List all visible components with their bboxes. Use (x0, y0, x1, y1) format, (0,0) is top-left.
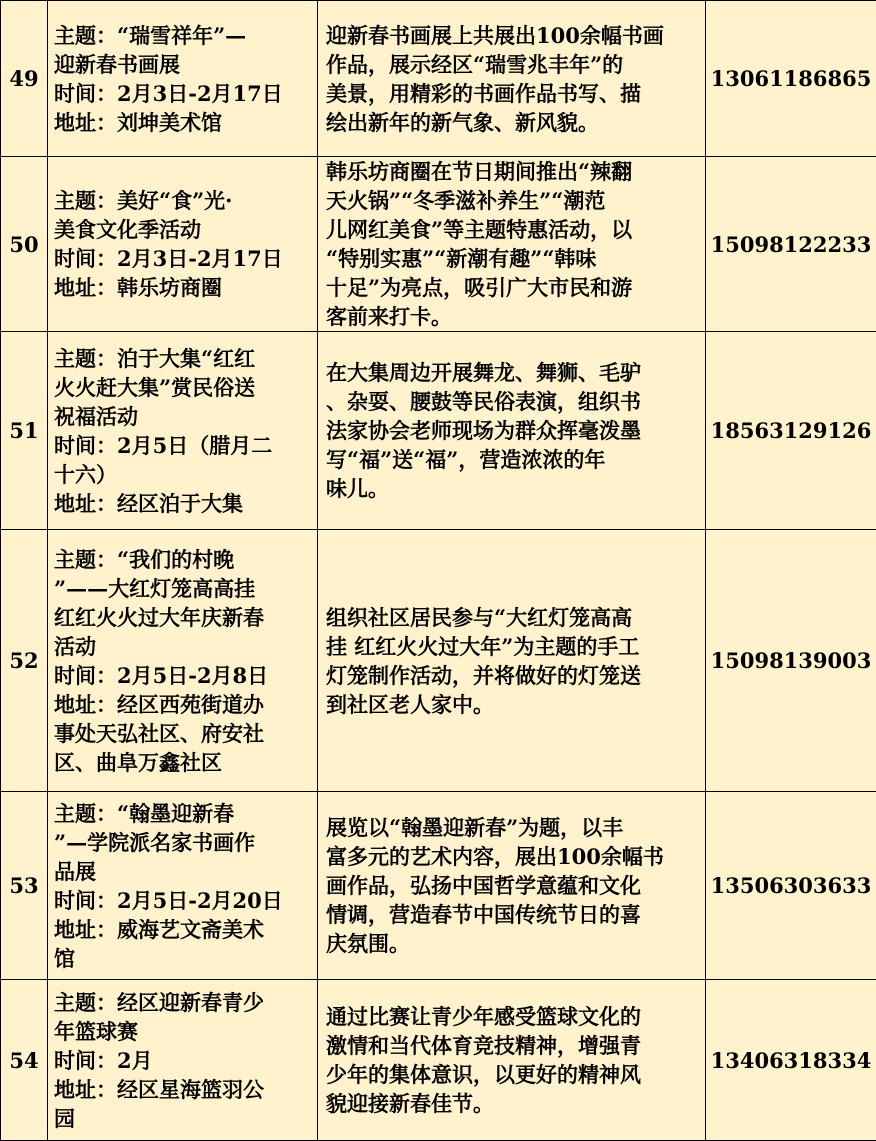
desc-line: 情调，营造春节中国传统节日的喜 (326, 900, 697, 929)
info-line: 主题：泊于大集“红红 (54, 344, 311, 373)
contact-phone: 18563129126 (706, 332, 876, 530)
contact-phone: 13506303633 (706, 792, 876, 980)
desc-line: 写“福”送“福”，营造浓浓的年 (326, 445, 697, 474)
desc-line: 画作品，弘扬中国哲学意蕴和文化 (326, 871, 697, 900)
desc-line: 在大集周边开展舞龙、舞狮、毛驴 (326, 358, 697, 387)
event-info-cell (48, 157, 318, 332)
info-line: 主题：“瑞雪祥年”— (54, 21, 311, 50)
info-line: 年篮球赛 (54, 1017, 311, 1046)
info-line: 事处天弘社区、府安社 (54, 719, 311, 748)
desc-line: 天火锅”“冬季滋补养生”“潮范 (326, 186, 697, 215)
row-number: 54 (1, 980, 48, 1141)
info-line: 十六） (54, 460, 311, 489)
info-line: 馆 (54, 944, 311, 973)
info-line: 园 (54, 1104, 311, 1133)
event-info-cell (48, 530, 318, 792)
info-line: 地址：经区泊于大集 (54, 489, 311, 518)
event-info-cell (48, 1, 318, 157)
row-number: 52 (1, 530, 48, 792)
desc-line: 迎新春书画展上共展出100余幅书画 (326, 21, 697, 50)
event-info-cell (48, 332, 318, 530)
info-line: 时间：2月 (54, 1046, 311, 1075)
info-line: 时间：2月3日-2月17日 (54, 244, 311, 273)
desc-line: 十足”为亮点，吸引广大市民和游 (326, 273, 697, 302)
info-line: 时间：2月5日-2月20日 (54, 886, 311, 915)
info-line: 地址：经区星海篮羽公 (54, 1075, 311, 1104)
info-line: 时间：2月5日-2月8日 (54, 661, 311, 690)
info-line: ”—学院派名家书画作 (54, 828, 311, 857)
info-line: 红红火火过大年庆新春 (54, 603, 311, 632)
row-number: 49 (1, 1, 48, 157)
event-description-cell (318, 1, 706, 157)
desc-line: 通过比赛让青少年感受篮球文化的 (326, 1002, 697, 1031)
table-row (1, 332, 876, 530)
info-line: 地址：韩乐坊商圈 (54, 273, 311, 302)
info-line: 主题：美好“食”光· (54, 186, 311, 215)
table-row (1, 530, 876, 792)
info-line: 主题：“翰墨迎新春 (54, 799, 311, 828)
info-line: 区、曲阜万鑫社区 (54, 748, 311, 777)
row-number: 50 (1, 157, 48, 332)
contact-phone: 15098139003 (706, 530, 876, 792)
info-line: 地址：刘坤美术馆 (54, 108, 311, 137)
table-row (1, 157, 876, 332)
row-number: 51 (1, 332, 48, 530)
info-line: 品展 (54, 857, 311, 886)
desc-line: 少年的集体意识，以更好的精神风 (326, 1060, 697, 1089)
desc-line: 法家协会老师现场为群众挥毫泼墨 (326, 416, 697, 445)
desc-line: 味儿。 (326, 474, 697, 503)
table-row (1, 792, 876, 980)
event-info-cell (48, 980, 318, 1141)
desc-line: 庆氛围。 (326, 929, 697, 958)
info-line: 时间：2月3日-2月17日 (54, 79, 311, 108)
desc-line: 展览以“翰墨迎新春”为题，以丰 (326, 813, 697, 842)
desc-line: 作品，展示经区“瑞雪兆丰年”的 (326, 50, 697, 79)
info-line: 地址：威海艺文斋美术 (54, 915, 311, 944)
info-line: 主题：“我们的村晚 (54, 545, 311, 574)
event-description-cell (318, 157, 706, 332)
desc-line: 韩乐坊商圈在节日期间推出“辣翻 (326, 157, 697, 186)
desc-line: 美景，用精彩的书画作品书写、描 (326, 79, 697, 108)
table-row (1, 980, 876, 1141)
table-row (1, 1, 876, 157)
info-line: 时间：2月5日（腊月二 (54, 431, 311, 460)
info-line: 地址：经区西苑街道办 (54, 690, 311, 719)
event-description-cell (318, 980, 706, 1141)
desc-line: 客前来打卡。 (326, 302, 697, 331)
desc-line: “特别实惠”“新潮有趣”“韩味 (326, 244, 697, 273)
desc-line: 富多元的艺术内容，展出100余幅书 (326, 842, 697, 871)
desc-line: 激情和当代体育竞技精神，增强青 (326, 1031, 697, 1060)
contact-phone: 13406318334 (706, 980, 876, 1141)
info-line: 美食文化季活动 (54, 215, 311, 244)
desc-line: 组织社区居民参与“大红灯笼高高 (326, 603, 697, 632)
events-table-body (1, 1, 876, 1141)
info-line: ”——大红灯笼高高挂 (54, 574, 311, 603)
event-info-cell (48, 792, 318, 980)
event-description-cell (318, 530, 706, 792)
info-line: 祝福活动 (54, 402, 311, 431)
desc-line: 儿网红美食”等主题特惠活动，以 (326, 215, 697, 244)
event-description-cell (318, 792, 706, 980)
desc-line: 貌迎接新春佳节。 (326, 1089, 697, 1118)
row-number: 53 (1, 792, 48, 980)
info-line: 迎新春书画展 (54, 50, 311, 79)
info-line: 活动 (54, 632, 311, 661)
desc-line: 到社区老人家中。 (326, 690, 697, 719)
desc-line: 、杂耍、腰鼓等民俗表演，组织书 (326, 387, 697, 416)
desc-line: 灯笼制作活动，并将做好的灯笼送 (326, 661, 697, 690)
event-description-cell (318, 332, 706, 530)
contact-phone: 13061186865 (706, 1, 876, 157)
info-line: 火火赶大集”赏民俗送 (54, 373, 311, 402)
desc-line: 绘出新年的新气象、新风貌。 (326, 108, 697, 137)
info-line: 主题：经区迎新春青少 (54, 988, 311, 1017)
contact-phone: 15098122233 (706, 157, 876, 332)
desc-line: 挂 红红火火过大年”为主题的手工 (326, 632, 697, 661)
